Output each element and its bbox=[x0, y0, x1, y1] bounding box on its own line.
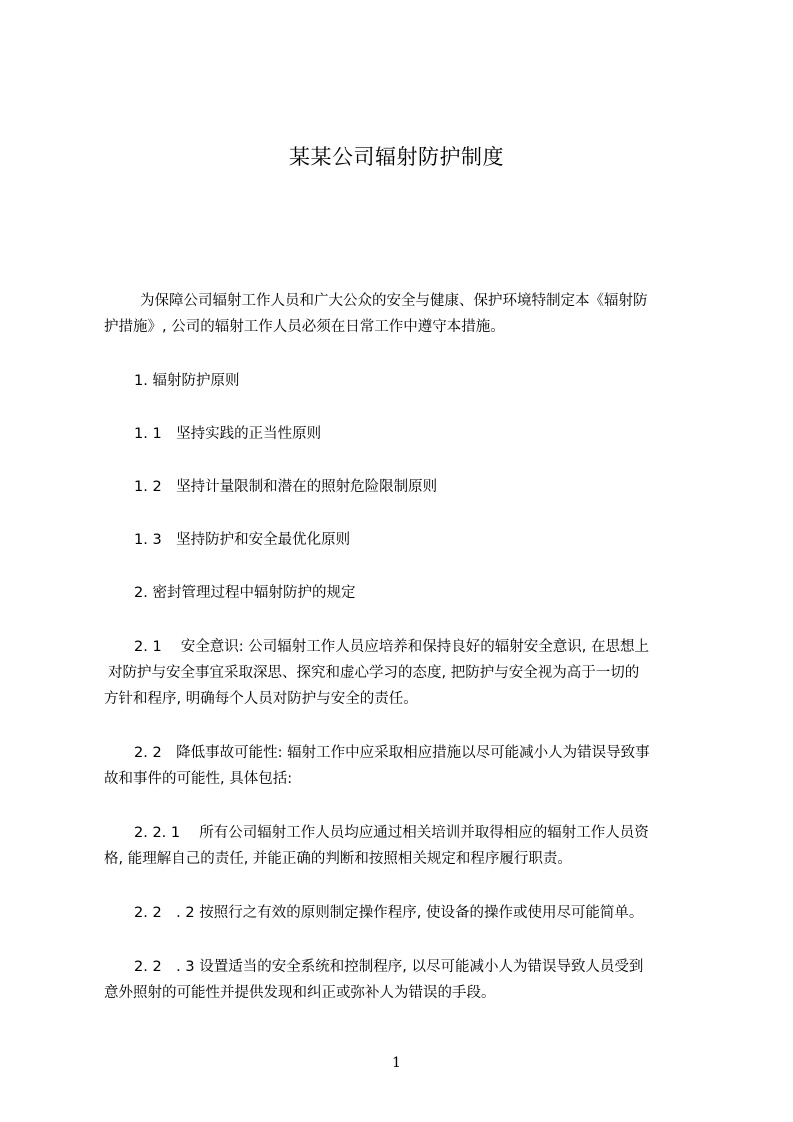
section-1-heading: 1. 辐射防护原则 bbox=[134, 373, 240, 389]
page-number: 1 bbox=[392, 1055, 401, 1071]
section-2-2-1-line-1: 2. 2. 1 所有公司辐射工作人员均应通过相关培训并取得相应的辐射工作人员资 bbox=[134, 825, 649, 841]
section-1-1: 1. 1 坚持实践的正当性原则 bbox=[134, 426, 322, 442]
section-2-2-1-line-2: 格, 能理解自己的责任, 并能正确的判断和按照相关规定和程序履行职责。 bbox=[104, 851, 572, 867]
section-2-2-3-line-2: 意外照射的可能性并提供发现和纠正或弥补人为错误的手段。 bbox=[104, 985, 496, 1001]
section-2-2-3-line-1: 2. 2 . 3 设置适当的安全系统和控制程序, 以尽可能减小人为错误导致人员受到 bbox=[134, 959, 644, 975]
section-2-2-line-2: 故和事件的可能性, 具体包括: bbox=[104, 771, 293, 787]
document-title: 某某公司辐射防护制度 bbox=[289, 145, 504, 169]
section-2-heading: 2. 密封管理过程中辐射防护的规定 bbox=[134, 585, 356, 601]
section-1-3: 1. 3 坚持防护和安全最优化原则 bbox=[134, 532, 351, 548]
section-2-1-line-3: 方针和程序, 明确每个人员对防护与安全的责任。 bbox=[104, 691, 418, 707]
intro-line-2: 护措施》, 公司的辐射工作人员必须在日常工作中遵守本措施。 bbox=[104, 319, 505, 335]
section-2-2-2: 2. 2 . 2 按照行之有效的原则制定操作程序, 使设备的操作或使用尽可能简单。 bbox=[134, 905, 644, 921]
section-2-1-line-2: 对防护与安全事宜采取深思、探究和虚心学习的态度, 把防护与安全视为高于一切的 bbox=[108, 665, 640, 681]
section-1-2: 1. 2 坚持计量限制和潜在的照射危险限制原则 bbox=[134, 479, 438, 495]
section-2-1-line-1: 2. 1 安全意识: 公司辐射工作人员应培养和保持良好的辐射安全意识, 在思想上 bbox=[134, 639, 649, 655]
section-2-2-line-1: 2. 2 降低事故可能性: 辐射工作中应采取相应措施以尽可能减小人为错误导致事 bbox=[134, 745, 650, 761]
intro-line-1: 为保障公司辐射工作人员和广大公众的安全与健康、保护环境特制定本《辐射防 bbox=[140, 293, 648, 309]
